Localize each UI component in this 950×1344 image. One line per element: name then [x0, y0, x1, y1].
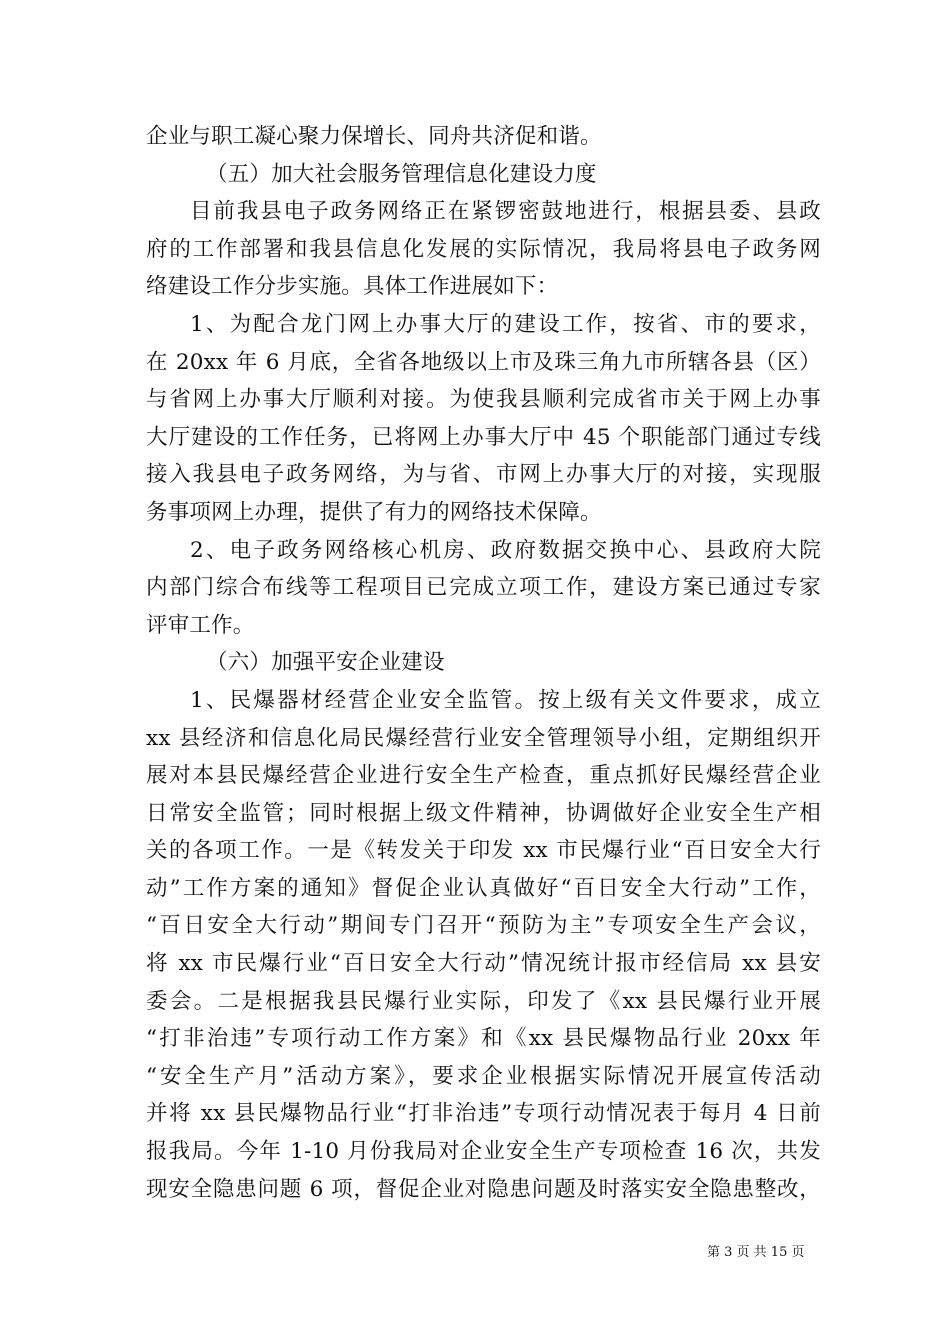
section-heading: （五）加大社会服务管理信息化建设力度 [206, 161, 597, 187]
paragraph-line: 将 xx 市民爆行业“百日安全大行动”情况统计报市经信局 xx 县安 [146, 951, 821, 977]
paragraph-line: 报我局。今年 1-10 月份我局对企业安全生产专项检查 16 次，共发 [146, 1139, 821, 1165]
paragraph-line: “百日安全大行动”期间专门召开“预防为主”专项安全生产会议， [146, 913, 821, 939]
paragraph-line: 2、电子政务网络核心机房、政府数据交换中心、县政府大院 [190, 537, 821, 563]
paragraph-line: 企业与职工凝心聚力保增长、同舟共济促和谐。 [146, 124, 602, 149]
paragraph-line: 评审工作。 [146, 612, 255, 638]
paragraph-line: 接入我县电子政务网络，为与省、市网上办事大厅的对接，实现服 [146, 462, 821, 488]
paragraph-line: 与省网上办事大厅顺利对接。为使我县顺利完成省市关于网上办事 [146, 387, 821, 413]
paragraph-line: 日常安全监管；同时根据上级文件精神，协调做好企业安全生产相 [146, 800, 821, 826]
paragraph-line: 在 20xx 年 6 月底，全省各地级以上市及珠三角九市所辖各县（区） [146, 349, 821, 375]
paragraph-line: 大厅建设的工作任务，已将网上办事大厅中 45 个职能部门通过专线 [146, 424, 821, 450]
paragraph-line: 务事项网上办理，提供了有力的网络技术保障。 [146, 499, 602, 525]
document-body [146, 118, 821, 1208]
paragraph-line: 1、为配合龙门网上办事大厅的建设工作，按省、市的要求， [190, 311, 821, 337]
paragraph-line: 关的各项工作。一是《转发关于印发 xx 市民爆行业“百日安全大行 [146, 838, 821, 864]
page-number-footer: 第 3 页 共 15 页 [707, 1245, 805, 1260]
paragraph-line: “安全生产月”活动方案》，要求企业根据实际情况开展宣传活动 [146, 1063, 821, 1089]
paragraph-line: 府的工作部署和我县信息化发展的实际情况，我局将县电子政务网 [146, 236, 821, 262]
paragraph-line: “打非治违”专项行动工作方案》和《xx 县民爆物品行业 20xx 年 [146, 1026, 821, 1052]
paragraph-line: 委会。二是根据我县民爆行业实际，印发了《xx 县民爆行业开展 [146, 988, 821, 1014]
paragraph-line: 动”工作方案的通知》督促企业认真做好“百日安全大行动”工作， [146, 875, 821, 901]
paragraph-line: xx 县经济和信息化局民爆经营行业安全管理领导小组，定期组织开 [146, 725, 821, 751]
paragraph-line: 目前我县电子政务网络正在紧锣密鼓地进行，根据县委、县政 [190, 199, 821, 225]
section-heading: （六）加强平安企业建设 [206, 650, 445, 676]
paragraph-line: 现安全隐患问题 6 项，督促企业对隐患问题及时落实安全隐患整改， [146, 1176, 821, 1202]
paragraph-line: 展对本县民爆经营企业进行安全生产检查，重点抓好民爆经营企业 [146, 763, 821, 789]
paragraph-line: 络建设工作分步实施。具体工作进展如下： [146, 274, 559, 300]
paragraph-line: 并将 xx 县民爆物品行业“打非治违”专项行动情况表于每月 4 日前 [146, 1101, 821, 1127]
paragraph-line: 1、民爆器材经营企业安全监管。按上级有关文件要求，成立 [190, 687, 821, 713]
paragraph-line: 内部门综合布线等工程项目已完成立项工作，建设方案已通过专家 [146, 575, 821, 601]
